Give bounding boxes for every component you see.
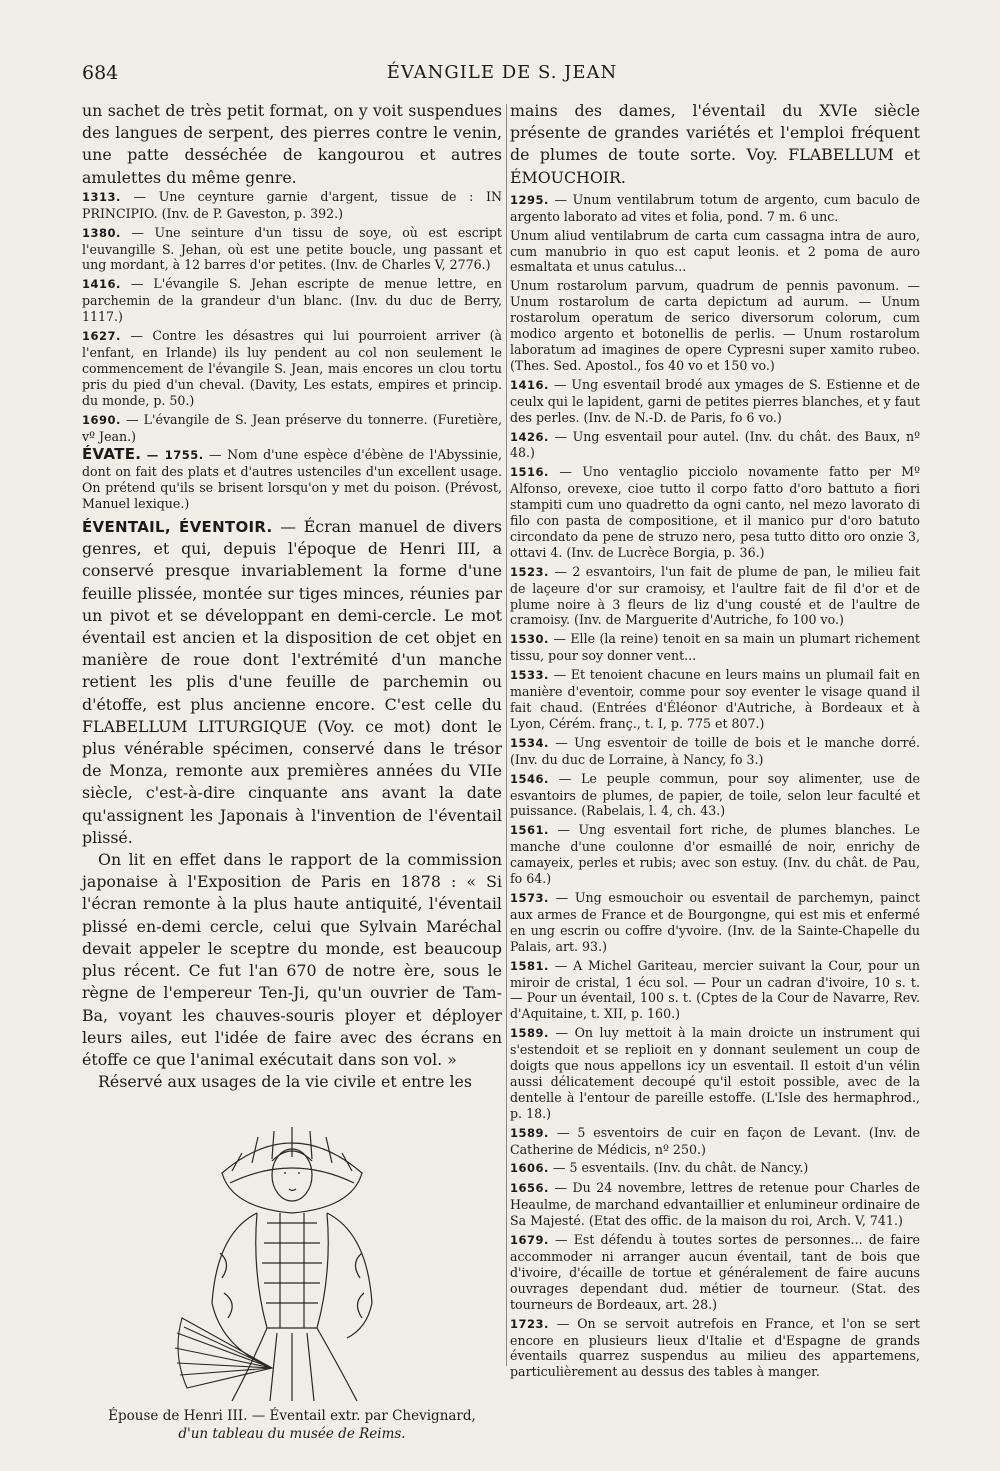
entry-text: — On se servoit autrefois en France, et l'on se sert encore en plusieurs lieux d'Italie et d'Espagne de grands éventails quarrez suspendus au milieu des appartemens, particulièrement au dessus des tables à manger. bbox=[510, 1315, 920, 1380]
page-number: 684 bbox=[82, 62, 119, 84]
headword-evate: ÉVATE. bbox=[82, 445, 142, 464]
entry-1534 bbox=[510, 735, 920, 768]
entry-1627 bbox=[82, 328, 502, 409]
entry-1426 bbox=[510, 429, 920, 462]
entry-1573 bbox=[510, 890, 920, 955]
entry-year: 1627. bbox=[82, 329, 121, 344]
entry-1295 bbox=[510, 192, 920, 225]
entry-year: 1589. bbox=[510, 1125, 549, 1140]
entry-text: — Ung esventoir de toille de bois et le manche dorré. (Inv. du duc de Lorraine, à Nancy, fo 3.) bbox=[510, 734, 920, 767]
entry-1656 bbox=[510, 1180, 920, 1229]
entry-eventail bbox=[82, 516, 502, 849]
entry-year: 1516. bbox=[510, 465, 549, 480]
entry-text: — Ung esventail pour autel. (Inv. du chât. des Baux, nº 48.) bbox=[510, 428, 920, 461]
figure-caption-line1: Épouse de Henri III. — Éventail extr. par Chevignard, bbox=[108, 1408, 476, 1425]
entry-text: — Ung esmouchoir ou esventail de parchemyn, painct aux armes de France et de Bourgongne, qui est mis et enfermé en ung escrin ou coffre d'yvoire. (Inv. de la Sainte-Chapelle du Palais, art. 93.) bbox=[510, 889, 920, 954]
entry-text: — Ung esventail brodé aux ymages de S. Estienne et de ceulx qui le lapident, garni de petites pierres blanches, et y faut des perles. (Inv. de N.-D. de Paris, fo 6 vo.) bbox=[510, 376, 920, 425]
paragraph-intro-left: un sachet de très petit format, on y voit suspendues des langues de serpent, des pierres contre le venin, une patte desséchée de kangourou et autres amulettes du même genre. bbox=[82, 101, 502, 187]
entry-1546 bbox=[510, 771, 920, 820]
entry-year: 1380. bbox=[82, 225, 121, 240]
entry-year: 1530. bbox=[510, 632, 549, 647]
entry-text: — Uno ventaglio picciolo novamente fatto per Mº Alfonso, orevexe, cioe tutto il corpo fatto d'oro battuto a fiori stampiti cum uno quadretto da ogni canto, nel mezo lavorato di filo con pasta de compositione, et il manico pur d'oro batuto circondato da pene de struzo nero, pesa tutto ditto oro onzie 3, ottavi 4. (Inv. de Lucrèce Borgia, p. 36.) bbox=[510, 464, 920, 560]
fan-illustration bbox=[175, 1318, 272, 1388]
right-column bbox=[510, 100, 920, 1380]
entry-text: — L'évangile de S. Jean préserve du tonnerre. (Furetière, vº Jean.) bbox=[82, 411, 502, 444]
entry-1516 bbox=[510, 464, 920, 560]
entry-year: 1561. bbox=[510, 823, 549, 838]
entry-year: 1656. bbox=[510, 1181, 549, 1196]
entry-year: 1416. bbox=[510, 377, 549, 392]
entry-text: — 5 esventoirs de cuir en façon de Levant. (Inv. de Catherine de Médicis, nº 250.) bbox=[510, 1124, 920, 1157]
entry-evate bbox=[82, 447, 502, 512]
engraving-figure bbox=[82, 1103, 502, 1403]
entry-year: 1690. bbox=[82, 412, 121, 427]
entry-text: — Une ceynture garnie d'argent, tissue de : IN PRINCIPIO. (Inv. de P. Gaveston, p. 392.) bbox=[82, 188, 502, 221]
entry-text: — Écran manuel de divers genres, et qui, depuis l'époque de Henri III, a conservé presque invariablement la forme d'une feuille plissée, montée sur tiges minces, réunies par un pivot et se développant en demi-cercle. Le mot éventail est ancien et la disposition de cet objet en manière de roue dont l'extrémité d'un manche retient les plis d'une feuille de parchemin ou d'étoffe, est plus ancienne encore. C'est celle du FLABELLUM LITURGIQUE (Voy. ce mot) dont le plus vénérable spécimen, conservé dans le trésor de Monza, remonte aux premières années du VIIe siècle, c'est-à-dire cinquante ans avant la date qu'assignent les Japonais à l'invention de l'éventail plissé. bbox=[82, 517, 503, 847]
entry-text: — Contre les désastres qui lui pourroient arriver (à l'enfant, en Irlande) ils luy pendent au col non seulement le commencement de l'évangile S. Jean, mais encores un clou tortu pris du pied d'un cheval. (Davity, Les estats, empires et princip. du monde, p. 50.) bbox=[82, 328, 502, 408]
left-column bbox=[82, 100, 503, 1443]
paragraph-reserve: Réservé aux usages de la vie civile et entre les bbox=[98, 1072, 472, 1092]
entry-text: — L'évangile S. Jehan escripte de menue lettre, en parchemin de la grandeur d'un blanc. (Inv. du duc de Berry, 1117.) bbox=[82, 276, 502, 325]
entry-text: — Une seinture d'un tissu de soye, où est escript l'euvangille S. Jehan, où est une petite boucle, ung passant et ung mordant, à 12 barres d'or petites. (Inv. de Charles V, 2776.) bbox=[82, 224, 502, 273]
entry-text: — Le peuple commun, pour soy alimenter, use de esvantoirs de plumes, de papier, de toile, selon leur faculté et puissance. (Rabelais, l. 4, ch. 43.) bbox=[510, 770, 920, 819]
entry-1416-right bbox=[510, 377, 920, 426]
entry-text: — Unum ventilabrum totum de argento, cum baculo de argento laborato ad vites et folia, pond. 7 m. 6 unc. bbox=[510, 191, 920, 224]
running-title: ÉVANGILE DE S. JEAN bbox=[386, 62, 618, 83]
entry-1690 bbox=[82, 412, 502, 445]
entry-1416 bbox=[82, 276, 502, 325]
entry-year: 1581. bbox=[510, 958, 549, 973]
entry-1589-b bbox=[510, 1125, 920, 1158]
entry-year: 1606. bbox=[510, 1161, 549, 1176]
paragraph-intro-right: mains des dames, l'éventail du XVIe siècle présente de grandes variétés et l'emploi fréquent de plumes de toute sorte. Voy. FLABELLUM et ÉMOUCHOIR. bbox=[510, 101, 920, 187]
entry-1530 bbox=[510, 631, 920, 664]
entry-1581 bbox=[510, 958, 920, 1023]
entry-year: 1723. bbox=[510, 1316, 549, 1331]
entry-year: 1295. bbox=[510, 192, 549, 207]
entry-text: — 5 esventails. (Inv. du chât. de Nancy.) bbox=[552, 1160, 809, 1176]
entry-1589-a bbox=[510, 1025, 920, 1121]
entry-year: 1523. bbox=[510, 564, 549, 579]
entry-year: 1534. bbox=[510, 735, 549, 750]
entry-year: 1546. bbox=[510, 771, 549, 786]
entry-1295-cont-a: Unum aliud ventilabrum de carta cum cassagna intra de auro, cum manubrio in quo est caput leonis. et 2 poma de auro esmaltata et unus catulus... bbox=[510, 227, 920, 275]
woman-with-fan-illustration bbox=[162, 1113, 422, 1403]
figure-caption-line2: d'un tableau du musée de Reims. bbox=[178, 1426, 406, 1443]
entry-year: 1313. bbox=[82, 189, 121, 204]
entry-text: — Elle (la reine) tenoit en sa main un plumart richement tissu, pour soy donner vent... bbox=[510, 631, 920, 664]
entry-year: 1426. bbox=[510, 429, 549, 444]
entry-1295-cont-b: Unum rostarolum parvum, quadrum de pennis pavonum. — Unum rostarolum de carta depictum ad aurum. — Unum rostarolum operatum de serico diversorum colorum, cum modico argento et botonellis de perlis. — Unum rostarolum laboratum ad imagines de opere Cypresni super xamito rubeo. (Thes. Sed. Apostol., fos 40 vo et 150 vo.) bbox=[510, 278, 920, 373]
entry-text: — Nom d'une espèce d'ébène de l'Abyssinie, dont on fait des plats et d'autres ustenciles d'un excellent usage. On prétend qu'ils se brisent lorsqu'on y met du poison. (Prévost, Manuel lexique.) bbox=[82, 447, 502, 512]
entry-year: 1573. bbox=[510, 890, 549, 905]
entry-1523 bbox=[510, 564, 920, 629]
page-header bbox=[82, 62, 922, 92]
headword-eventail: ÉVENTAIL, ÉVENTOIR. bbox=[82, 518, 273, 537]
entry-1561 bbox=[510, 822, 920, 887]
paragraph-on-lit: On lit en effet dans le rapport de la commission japonaise à l'Exposition de Paris en 1878 : « Si l'écran remonte à la plus haute antiquité, l'éventail plissé en-demi cercle, celui que Sylvain Maréchal devait appeler le sceptre du monde, est beaucoup plus récent. Ce fut l'an 670 de notre ère, sous le règne de l'empereur Ten-Ji, qu'un ouvrier de Tam-Ba, voyant les chauves-souris ployer et déployer leurs ailes, eut l'idée de faire avec des écrans en étoffe ce que l'animal exécutait dans son vol. » bbox=[82, 850, 502, 1069]
entry-1380 bbox=[82, 225, 502, 274]
entry-text: — 2 esvantoirs, l'un fait de plume de pan, le milieu fait de laçeure d'or sur cramoisy, et l'aultre fait de fil d'or et de plume noire à 3 fleurs de liz d'ung cousté et de l'aultre de cramoisy. (Inv. de Marguerite d'Autriche, fo 100 vo.) bbox=[510, 563, 920, 628]
entry-year: — 1755. bbox=[146, 448, 204, 463]
entry-text: — Ung esventail fort riche, de plumes blanches. Le manche d'une coulonne d'or esmaillé de noir, enrichy de camayeix, perles et rubis; avec son estuy. (Inv. du chât. de Pau, fo 64.) bbox=[510, 822, 920, 887]
entry-1533 bbox=[510, 667, 920, 732]
column-divider bbox=[506, 104, 507, 1366]
entry-year: 1533. bbox=[510, 668, 549, 683]
entry-1679 bbox=[510, 1232, 920, 1313]
entry-text: — Du 24 novembre, lettres de retenue pour Charles de Heaulme, de marchand edvantaillier et enlumineur ordinaire de Sa Majesté. (Etat des offic. de la maison du roi, Arch. V, 741.) bbox=[510, 1180, 920, 1229]
entry-text: — Et tenoient chacune en leurs mains un plumail fait en manière d'eventoir, comme pour soy eventer le visage quand il fait chaud. (Entrées d'Éléonor d'Autriche, à Bordeaux et à Lyon, Cérém. franç., t. I, p. 775 et 807.) bbox=[510, 667, 920, 731]
entry-1313 bbox=[82, 189, 502, 222]
entry-1723 bbox=[510, 1316, 920, 1381]
entry-year: 1416. bbox=[82, 277, 121, 292]
entry-text: — Est défendu à toutes sortes de personnes... de faire accommoder ni arranger aucun éventail, tant de bois que d'ivoire, d'écaille de tortue et généralement de faire aucuns ouvrages dependant dud. métier de tourneur. (Stat. des tourneurs de Bordeaux, art. 28.) bbox=[510, 1232, 920, 1312]
entry-year: 1589. bbox=[510, 1026, 549, 1041]
entry-text: — On luy mettoit à la main droicte un instrument qui s'estendoit et se replioit en y donnant seulement un coup de doigts que nous appellons icy un esventail. Il estoit d'un vélin aussi délicatement decoupé qu'il estoit possible, avec de la dentelle à l'entour de pareille estoffe. (L'Isle des hermaphrod., p. 18.) bbox=[510, 1025, 920, 1121]
entry-year: 1679. bbox=[510, 1233, 549, 1248]
entry-text: — A Michel Gariteau, mercier suivant la Cour, pour un miroir de cristal, 1 écu sol. — Pour un cadran d'ivoire, 10 s. t. — Pour un éventail, 100 s. t. (Cptes de la Cour de Navarre, Rev. d'Aquitaine, t. XII, p. 160.) bbox=[510, 957, 920, 1022]
entry-1606 bbox=[510, 1160, 920, 1177]
